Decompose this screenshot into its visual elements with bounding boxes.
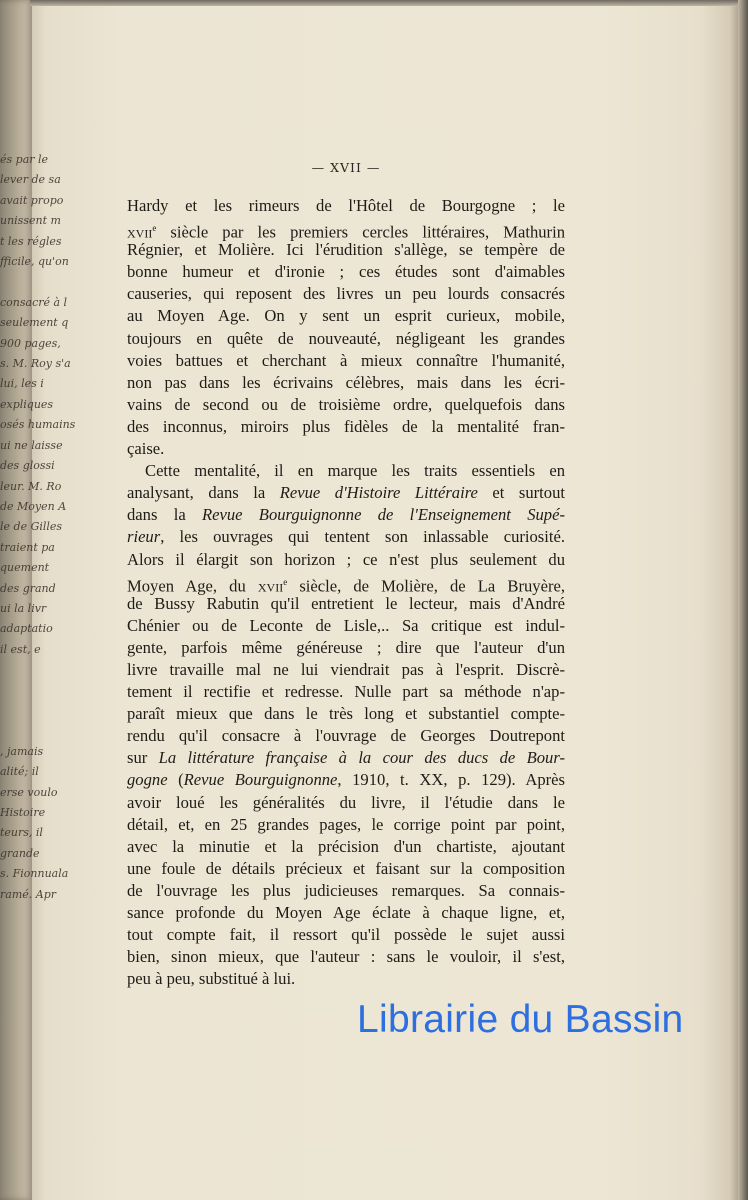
text-line: sance profonde du Moyen Age éclate à chaque ligne, et, — [127, 903, 565, 922]
bleed-fragment: lui, les i — [0, 377, 44, 391]
bleed-fragment: ui ne laisse — [0, 438, 63, 452]
text-line: une foule de détails précieux et faisant sur la composition — [127, 858, 565, 878]
text-line: des inconnus, miroirs plus fidèles de la mentalité fran- — [127, 416, 565, 436]
bleed-fragment: ui la livr — [0, 601, 47, 615]
text-segment: , les ouvrages qui tentent son inlassable curiosité. — [160, 527, 565, 547]
text-line: Hardy et les rimeurs de l'Hôtel de Bourgogne ; le — [127, 196, 565, 215]
text-segment: siècle par les premiers cercles littéraires, Mathurin — [156, 222, 565, 242]
text-line: au Moyen Age. On y sent un esprit curieux, mobile, — [127, 306, 565, 326]
text-line — [127, 217, 565, 242]
bleed-fragment: lever de sa — [0, 173, 61, 187]
bleed-fragment — [0, 681, 34, 701]
bleed-fragment: expliques — [0, 397, 54, 411]
bleed-fragment: consacré à l — [0, 295, 68, 309]
text-line — [127, 747, 565, 769]
text-line: peu à peu, substitué à lui. — [127, 969, 296, 989]
bleed-fragment: il est, e — [0, 642, 41, 656]
text-line: non pas dans les écrivains célèbres, mais dans les écri- — [127, 372, 565, 392]
bleed-fragment: erse voulo — [0, 785, 58, 799]
watermark: Librairie du Bassin — [357, 998, 684, 1041]
text-line: causeries, qui reposent des livres un peu lourds consacrés — [127, 284, 565, 304]
text-line: de l'ouvrage les plus judicieuses remarques. Sa connais- — [127, 880, 565, 900]
text-segment: sur — [127, 748, 159, 768]
bleed-fragment: adaptatio — [0, 622, 53, 636]
bleed-fragment: alité; il — [0, 765, 39, 779]
text-line: avec la minutie et la précision d'un chartiste, ajoutant — [127, 836, 565, 856]
bleed-fragment: grande — [0, 846, 40, 860]
text-line: toujours en quête de nouveauté, négligeant les grandes — [127, 328, 565, 348]
text-line: tout compte fait, il ressort qu'il possède le sujet aussi — [127, 925, 565, 945]
journal-title: rieur — [127, 527, 161, 547]
bleed-fragment: ramé. Apr — [0, 887, 56, 901]
journal-title: Revue Bourguignonne — [183, 770, 338, 790]
text-segment: Moyen Age, du — [127, 576, 258, 596]
text-line — [127, 571, 565, 596]
top-edge — [30, 0, 748, 6]
book-title: La littérature française à la cour des ducs de Bour- — [158, 748, 565, 768]
superscript: e — [283, 576, 288, 587]
bleed-fragment: quement — [0, 561, 50, 575]
bleed-fragment: , jamais — [0, 744, 44, 758]
bleed-fragment: s. M. Roy s'a — [0, 357, 71, 371]
superscript: e — [152, 223, 157, 234]
text-line: bonne humeur et d'ironie ; ces études sont d'aimables — [127, 262, 565, 282]
bleed-fragment: s. Fionnuala — [0, 867, 69, 881]
bleed-fragment: Histoire — [0, 806, 46, 819]
text-segment: et surtout — [477, 483, 565, 503]
bleed-fragment: osés humains — [0, 418, 76, 432]
text-line: vains de second ou de troisième ordre, quelquefois dans — [127, 394, 565, 414]
bleed-fragment: le de Gilles — [0, 520, 63, 534]
bleed-fragment: teurs, il — [0, 826, 43, 840]
text-line: gente, parfois même généreuse ; dire que l'auteur d'un — [127, 637, 565, 657]
century-numeral: xvii — [127, 222, 153, 242]
bleed-fragment: traient pa — [0, 540, 55, 554]
text-line — [127, 504, 565, 526]
text-line — [127, 526, 565, 548]
bleed-fragment: unissent m — [0, 214, 61, 228]
century-numeral: xvii — [257, 576, 284, 596]
text-line: avoir loué les généralités du livre, il l'étudie dans le — [127, 792, 565, 812]
text-line: Cette mentalité, il en marque les traits essentiels en — [145, 461, 565, 481]
bleed-fragment: de Moyen A — [0, 499, 67, 513]
text-segment: , 1910, t. XX, p. 129). Après — [337, 770, 565, 790]
text-segment: dans la — [127, 505, 202, 525]
text-line: livre travaille mal ne lui viendrait pas à l'esprit. Discrè- — [127, 659, 565, 679]
bleed-fragment — [0, 721, 34, 741]
text-line: voies battues et cherchant à mieux connaître l'humanité, — [127, 350, 565, 370]
body-text — [127, 195, 565, 990]
text-line: détail, et, en 25 grandes pages, le corrige point par point, — [127, 814, 565, 834]
bleed-fragment: t les régles — [0, 234, 62, 248]
page-header: — XVII — — [311, 160, 381, 175]
left-page-bleed-text — [0, 150, 76, 905]
text-line: de Bussy Rabutin qu'il entretient le lecteur, mais d'André — [127, 593, 565, 613]
text-line: rendu qu'il consacre à l'ouvrage de Georges Doutrepont — [127, 726, 565, 746]
journal-title: Revue Bourguignonne de l'Enseignement Supé- — [201, 505, 565, 525]
bleed-fragment: des grand — [0, 581, 56, 595]
text-line: Régnier, et Molière. Ici l'érudition s'allège, se tempère de — [127, 240, 565, 260]
book-title: gogne — [127, 770, 168, 790]
bleed-fragment — [0, 701, 34, 721]
text-segment: ( — [167, 770, 184, 790]
bleed-fragment: 900 pages, — [0, 336, 61, 350]
right-page-edge — [738, 0, 748, 1200]
journal-title: Revue d'Histoire Littéraire — [279, 483, 478, 503]
text-line: tement il rectifie et redresse. Nulle part sa méthode n'ap- — [127, 682, 565, 702]
text-line — [127, 482, 565, 504]
text-line: bien, sinon mieux, que l'auteur : sans le vouloir, il s'est, — [127, 947, 565, 967]
text-line: çaise. — [127, 439, 165, 459]
text-line: Alors il élargit son horizon ; ce n'est plus seulement du — [127, 549, 565, 569]
text-line: paraît mieux que dans le très long et substantiel compte- — [127, 704, 565, 724]
text-segment: analysant, dans la — [127, 483, 280, 503]
text-line — [127, 769, 565, 791]
bleed-fragment: des glossi — [0, 459, 55, 473]
text-segment: siècle, de Molière, de La Bruyère, — [287, 576, 565, 596]
text-line: Chénier ou de Leconte de Lisle,.. Sa critique est indul- — [127, 615, 565, 635]
bleed-fragment: avait propo — [0, 193, 64, 207]
bleed-fragment: leur. M. Ro — [0, 479, 62, 493]
bleed-fragment: fficile, qu'on — [0, 255, 69, 269]
bleed-fragment — [0, 660, 34, 680]
bleed-fragment: seulement q — [0, 316, 69, 330]
bleed-fragment: és par le — [0, 153, 49, 166]
bleed-fragment — [0, 272, 34, 292]
